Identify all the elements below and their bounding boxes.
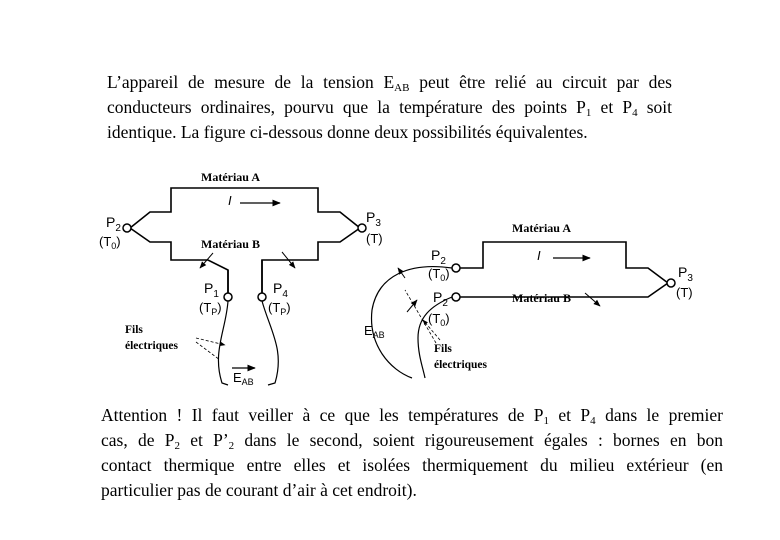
warning-paragraph bbox=[101, 403, 723, 503]
junction-p3-right bbox=[667, 279, 675, 287]
p2-label-right: $P_2$ bbox=[431, 247, 446, 267]
subscript: 1 bbox=[585, 107, 592, 119]
wires-label-right-2: électriques bbox=[434, 359, 488, 371]
subscript: 2 bbox=[228, 440, 235, 452]
p3-temp-left: (T) bbox=[366, 231, 383, 246]
terminal-p1 bbox=[224, 293, 232, 301]
intro-text: peut être relié au circuit par des bbox=[409, 72, 672, 92]
warning-text: et P’ bbox=[179, 430, 229, 450]
intro-text: soit bbox=[637, 97, 672, 117]
eab-label-right: $E_{AB}$ bbox=[364, 323, 385, 340]
current-label-right: I bbox=[537, 248, 541, 263]
material-a-wire bbox=[130, 188, 360, 228]
warning-line-4: particulier pas de courant d’air à cet endroit). bbox=[101, 480, 417, 500]
warning-text: cas, de P bbox=[101, 430, 175, 450]
warning-line-1 bbox=[101, 403, 723, 428]
material-a-label-right: Matériau A bbox=[512, 221, 571, 235]
wires-label-left: Fils bbox=[125, 324, 143, 336]
p4-temp: $(T_P)$ bbox=[268, 300, 291, 317]
wires-pointer bbox=[196, 342, 220, 360]
p1-label: $P_1$ bbox=[204, 280, 219, 300]
p2-temp-left: $(T_0)$ bbox=[99, 234, 121, 251]
p3-label-left: $P_3$ bbox=[366, 209, 381, 229]
material-b-label-right: Matériau B bbox=[512, 291, 571, 305]
material-b-label-left: Matériau B bbox=[201, 237, 260, 251]
current-label-left: I bbox=[228, 193, 232, 208]
p1-temp: $(T_P)$ bbox=[199, 300, 222, 317]
warning-text: Attention ! Il faut veiller à ce que les températures de P bbox=[101, 405, 544, 425]
subscript: 2 bbox=[174, 440, 180, 452]
eab-label-left: $E_{AB}$ bbox=[233, 370, 254, 387]
terminal-p4 bbox=[258, 293, 266, 301]
warning-line-2 bbox=[101, 428, 723, 453]
wires-label-right: Fils bbox=[434, 343, 452, 355]
intro-text: et P bbox=[591, 97, 633, 117]
material-a-label-left: Matériau A bbox=[201, 170, 260, 184]
warning-text: dans le second, soient rigoureusement égales : bornes en bon bbox=[234, 430, 723, 450]
p2p-label-right: $P_2$ bbox=[433, 289, 448, 309]
p2-label-left: $P_2$ bbox=[106, 214, 121, 234]
subscript: 1 bbox=[543, 415, 550, 427]
right-circuit bbox=[460, 242, 668, 297]
intro-line-3: identique. La figure ci-dessous donne deux possibilités équivalentes. bbox=[107, 122, 588, 142]
subscript: 4 bbox=[632, 107, 638, 119]
intro-text: conducteurs ordinaires, pourvu que la température des points P bbox=[107, 97, 586, 117]
subscript: 4 bbox=[590, 415, 596, 427]
warning-line-3: contact thermique entre elles et isolées thermiquement du milieu extérieur (en bbox=[101, 455, 723, 475]
p2-temp-right: $(T_0)$ bbox=[428, 266, 450, 283]
subscript: AB bbox=[394, 82, 410, 94]
junction-p3-left bbox=[358, 224, 366, 232]
intro-text: L’appareil de mesure de la tension E bbox=[107, 72, 395, 92]
p4-label: $P_4$ bbox=[273, 280, 288, 300]
junction-p2p-right bbox=[452, 293, 460, 301]
wires-label-left-2: électriques bbox=[125, 340, 179, 352]
p2p-temp-right: $(T_0)$ bbox=[428, 311, 450, 328]
p3-label-right: $P_3$ bbox=[678, 264, 693, 284]
warning-text: dans le premier bbox=[595, 405, 723, 425]
pointer-arrow bbox=[585, 293, 600, 306]
warning-text: et P bbox=[549, 405, 591, 425]
p3-temp-right: (T) bbox=[676, 285, 693, 300]
junction-p2-left bbox=[123, 224, 131, 232]
material-a-wire-right bbox=[460, 242, 668, 283]
junction-p2-right bbox=[452, 264, 460, 272]
